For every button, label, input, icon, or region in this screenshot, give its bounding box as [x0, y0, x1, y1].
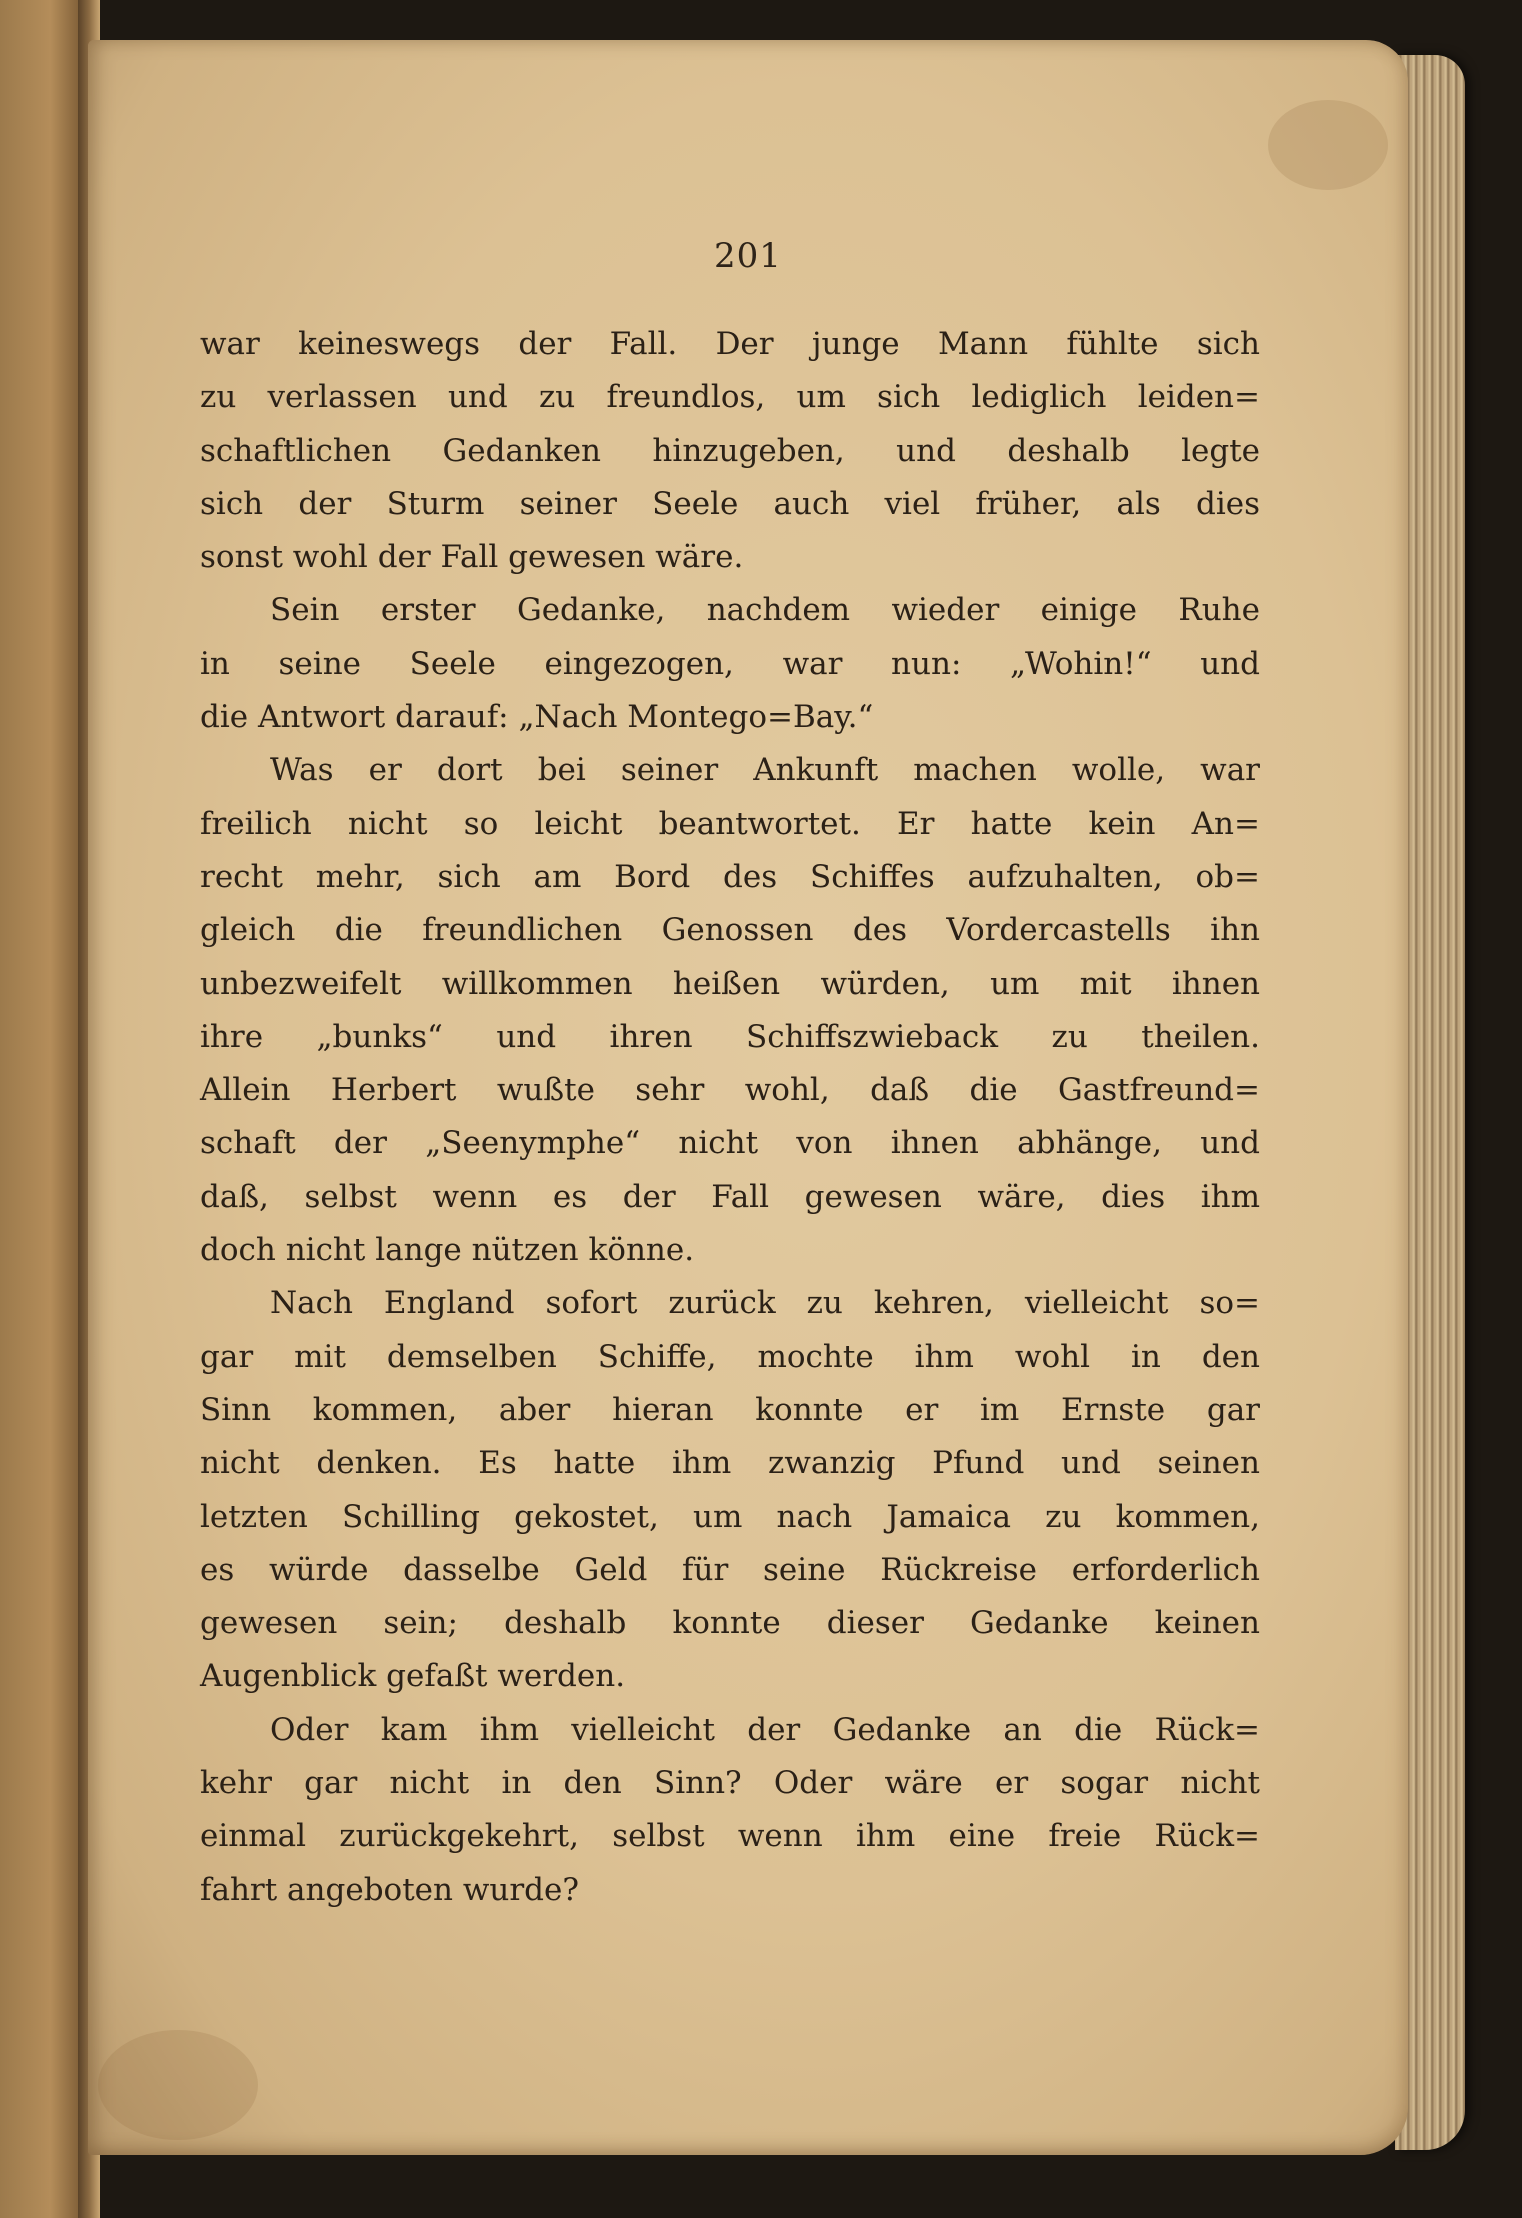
page-number: 201 [714, 236, 782, 276]
text-line: nicht denken. Es hatte ihm zwanzig Pfund und seinen [200, 1445, 1260, 1482]
text-line: ihre „bunks“ und ihren Schiffszwieback zu theilen. [200, 1018, 1260, 1055]
text-line: recht mehr, sich am Bord des Schiffes aufzuhalten, ob= [200, 858, 1260, 895]
text-line: letzten Schilling gekostet, um nach Jamaica zu kommen, [200, 1498, 1260, 1535]
text-line: Augenblick gefaßt werden. [200, 1658, 626, 1695]
text-line: es würde dasselbe Geld für seine Rückreise erforderlich [200, 1551, 1260, 1588]
text-line: schaft der „Seenymphe“ nicht von ihnen abhänge, und [200, 1125, 1260, 1162]
text-line: doch nicht lange nützen könne. [200, 1232, 695, 1269]
text-line: die Antwort darauf: „Nach Montego=Bay.“ [200, 699, 874, 736]
text-line: gar mit demselben Schiffe, mochte ihm wohl in den [200, 1338, 1260, 1375]
text-line: Sinn kommen, aber hieran konnte er im Ernste gar [200, 1391, 1260, 1428]
text-line: daß, selbst wenn es der Fall gewesen wäre, dies ihm [200, 1178, 1260, 1215]
text-line: zu verlassen und zu freundlos, um sich lediglich leiden= [200, 379, 1260, 416]
text-line: in seine Seele eingezogen, war nun: „Wohin!“ und [200, 645, 1260, 682]
body-text [200, 318, 1260, 1917]
text-line: schaftlichen Gedanken hinzugeben, und deshalb legte [200, 432, 1260, 469]
text-line: fahrt angeboten wurde? [200, 1871, 579, 1908]
paper-stain [1268, 100, 1388, 190]
text-line: war keineswegs der Fall. Der junge Mann fühlte sich [200, 326, 1260, 362]
paper-stain [98, 2030, 258, 2140]
text-line: Was er dort bei seiner Ankunft machen wolle, war [270, 752, 1260, 789]
text-line: Sein erster Gedanke, nachdem wieder einige Ruhe [270, 592, 1260, 629]
text-line: einmal zurückgekehrt, selbst wenn ihm eine freie Rück= [200, 1818, 1260, 1855]
text-line: gewesen sein; deshalb konnte dieser Gedanke keinen [200, 1605, 1260, 1642]
text-line: Nach England sofort zurück zu kehren, vielleicht so= [270, 1285, 1260, 1322]
text-line: sonst wohl der Fall gewesen wäre. [200, 539, 744, 576]
text-line: Allein Herbert wußte sehr wohl, daß die Gastfreund= [200, 1072, 1260, 1109]
text-line: Oder kam ihm vielleicht der Gedanke an die Rück= [270, 1711, 1260, 1748]
text-line: sich der Sturm seiner Seele auch viel früher, als dies [200, 485, 1260, 522]
text-line: unbezweifelt willkommen heißen würden, um mit ihnen [200, 965, 1260, 1002]
text-line: gleich die freundlichen Genossen des Vordercastells ihn [200, 912, 1260, 949]
text-line: freilich nicht so leicht beantwortet. Er hatte kein An= [200, 805, 1260, 842]
left-page-edge [0, 0, 84, 2218]
text-line: kehr gar nicht in den Sinn? Oder wäre er sogar nicht [200, 1765, 1260, 1802]
book-page [88, 40, 1408, 2155]
